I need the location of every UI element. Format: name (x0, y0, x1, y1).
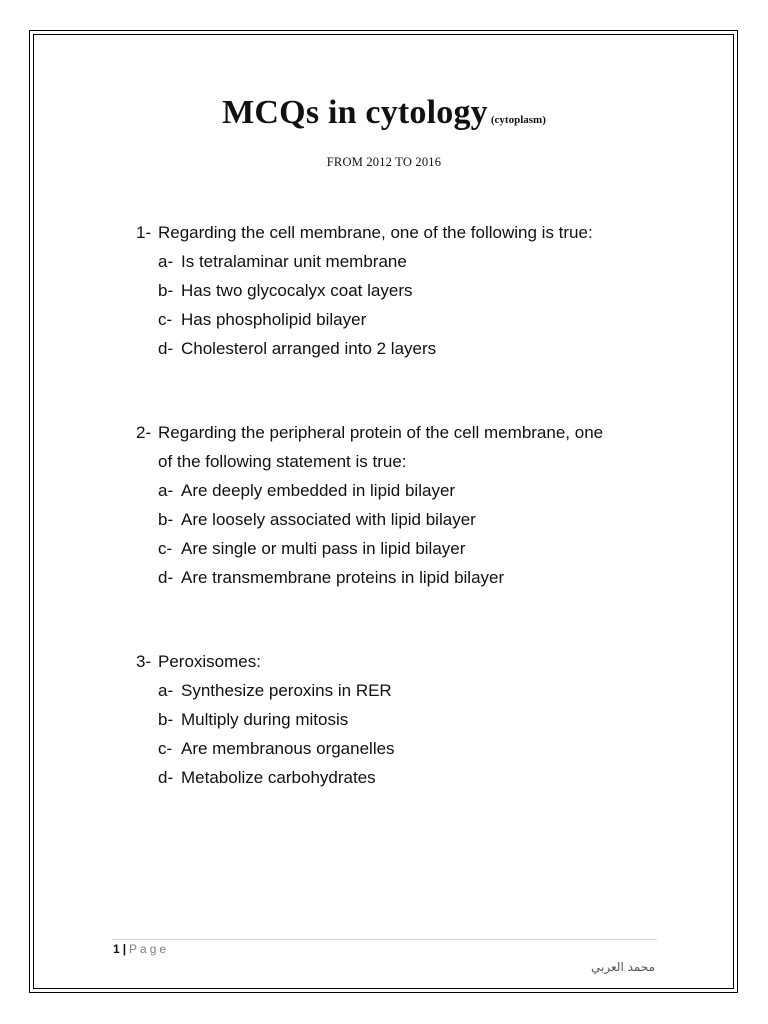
page-number: 1 (113, 942, 120, 956)
option-text: Is tetralaminar unit membrane (181, 252, 407, 271)
question-text-continued: of the following statement is true: (158, 452, 407, 471)
option-text: Multiply during mitosis (181, 710, 349, 729)
option-b (136, 505, 676, 534)
option-letter: b- (158, 710, 174, 729)
option-letter: a- (158, 252, 174, 271)
option-b (136, 276, 676, 305)
question-number: 3- (136, 652, 152, 671)
option-letter: b- (158, 510, 174, 529)
option-letter: c- (158, 739, 173, 758)
option-c (136, 534, 676, 563)
option-a (136, 476, 676, 505)
option-text: Cholesterol arranged into 2 layers (181, 339, 437, 358)
page-label: Page (129, 942, 170, 956)
option-text: Are deeply embedded in lipid bilayer (181, 481, 456, 500)
option-text: Are single or multi pass in lipid bilayer (181, 539, 466, 558)
page-number-footer (113, 942, 169, 956)
document-title-row (0, 94, 768, 132)
option-text: Are transmembrane proteins in lipid bilayer (181, 568, 505, 587)
option-text: Are membranous organelles (181, 739, 395, 758)
option-letter: a- (158, 481, 174, 500)
option-b (136, 705, 676, 734)
option-text: Are loosely associated with lipid bilayer (181, 510, 476, 529)
option-letter: a- (158, 681, 174, 700)
option-text: Has two glycocalyx coat layers (181, 281, 413, 300)
option-c (136, 305, 676, 334)
question-number: 1- (136, 223, 152, 242)
footer-divider (112, 939, 657, 940)
question-stem (136, 218, 676, 247)
question-1 (136, 218, 676, 363)
question-text: Regarding the cell membrane, one of the following is true: (158, 223, 593, 242)
option-d (136, 334, 676, 363)
question-stem (136, 647, 676, 676)
option-c (136, 734, 676, 763)
option-d (136, 563, 676, 592)
option-d (136, 763, 676, 792)
option-a (136, 676, 676, 705)
question-3 (136, 647, 676, 792)
option-a (136, 247, 676, 276)
author-name: محمد العربي (591, 960, 655, 974)
question-text: Peroxisomes: (158, 652, 261, 671)
question-text: Regarding the peripheral protein of the cell membrane, one (158, 423, 604, 442)
option-letter: d- (158, 339, 174, 358)
page-separator: | (122, 942, 127, 956)
option-letter: c- (158, 310, 173, 329)
option-text: Metabolize carbohydrates (181, 768, 376, 787)
document-subtitle: FROM 2012 TO 2016 (326, 155, 442, 169)
document-title: MCQs in cytology (222, 94, 488, 131)
question-2 (136, 418, 676, 592)
option-text: Synthesize peroxins in RER (181, 681, 392, 700)
document-title-note: (cytoplasm) (490, 114, 546, 126)
option-text: Has phospholipid bilayer (181, 310, 367, 329)
option-letter: b- (158, 281, 174, 300)
question-number: 2- (136, 423, 152, 442)
question-stem (136, 418, 676, 447)
option-letter: d- (158, 568, 174, 587)
option-letter: c- (158, 539, 173, 558)
option-letter: d- (158, 768, 174, 787)
